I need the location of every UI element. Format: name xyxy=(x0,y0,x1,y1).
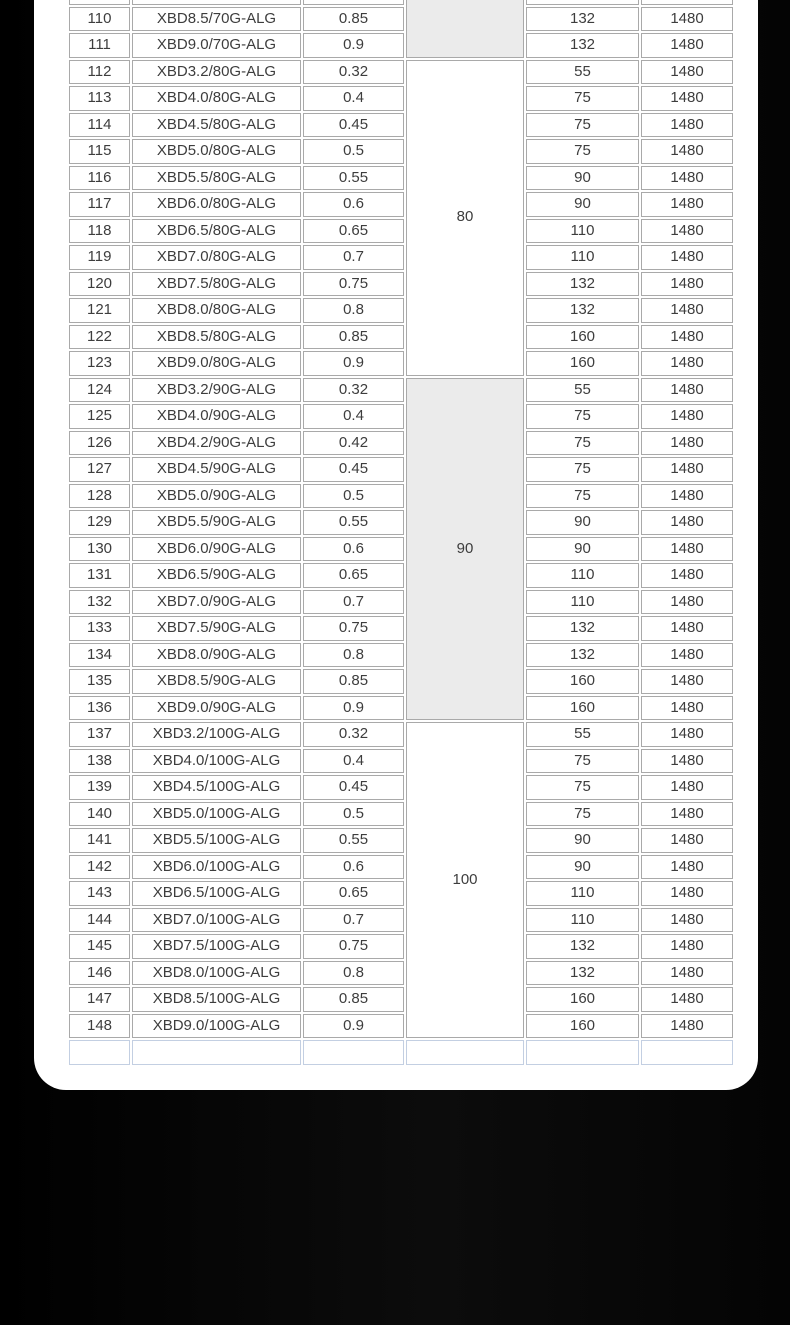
empty-footer-row xyxy=(69,1040,733,1065)
cell-model: XBD6.5/100G-ALG xyxy=(132,881,301,906)
cell-value: 0.8 xyxy=(303,643,404,668)
cell-speed: 1480 xyxy=(641,510,733,535)
cell-model: XBD3.2/80G-ALG xyxy=(132,60,301,85)
cell-power: 75 xyxy=(526,484,639,509)
cell-value: 0.4 xyxy=(303,86,404,111)
cell-speed: 1480 xyxy=(641,351,733,376)
cell-speed: 1480 xyxy=(641,908,733,933)
cell-index: 145 xyxy=(69,934,130,959)
cell-speed: 1480 xyxy=(641,33,733,58)
cell-power: 132 xyxy=(526,961,639,986)
table-row xyxy=(69,431,733,456)
cell-index: 142 xyxy=(69,855,130,880)
cell-value: 0.65 xyxy=(303,881,404,906)
cell-value: 0.75 xyxy=(303,272,404,297)
cell-power: 90 xyxy=(526,537,639,562)
cell-power: 160 xyxy=(526,325,639,350)
cell-model: XBD8.0/90G-ALG xyxy=(132,643,301,668)
cell-index: 114 xyxy=(69,113,130,138)
cell-model: XBD7.0/90G-ALG xyxy=(132,590,301,615)
cell-value: 0.5 xyxy=(303,139,404,164)
cell-value: 0.5 xyxy=(303,484,404,509)
cell-value: 0.45 xyxy=(303,113,404,138)
cell-value: 0.6 xyxy=(303,855,404,880)
table-row xyxy=(69,590,733,615)
cell-index: 116 xyxy=(69,166,130,191)
cell-index: 118 xyxy=(69,219,130,244)
cell-speed: 1480 xyxy=(641,537,733,562)
cell-index: 146 xyxy=(69,961,130,986)
cell-power: 160 xyxy=(526,987,639,1012)
cell-speed: 1480 xyxy=(641,563,733,588)
cell-index: 137 xyxy=(69,722,130,747)
cell-index: 120 xyxy=(69,272,130,297)
table-row xyxy=(69,1014,733,1039)
cell-speed: 1480 xyxy=(641,987,733,1012)
cell-value: 0.6 xyxy=(303,537,404,562)
cell-value: 0.5 xyxy=(303,802,404,827)
cell-speed: 1480 xyxy=(641,325,733,350)
table-row xyxy=(69,33,733,58)
cell-speed: 1480 xyxy=(641,457,733,482)
cell-speed: 1480 xyxy=(641,616,733,641)
cell-speed: 1480 xyxy=(641,696,733,721)
cell-power: 132 xyxy=(526,298,639,323)
table-row xyxy=(69,298,733,323)
cell-model: XBD5.0/90G-ALG xyxy=(132,484,301,509)
cell-value: 0.55 xyxy=(303,828,404,853)
cell-index: 144 xyxy=(69,908,130,933)
cell-index: 132 xyxy=(69,590,130,615)
cell-value: 0.9 xyxy=(303,696,404,721)
cell-value: 0.4 xyxy=(303,749,404,774)
cell-value: 0.85 xyxy=(303,325,404,350)
cell-index: 125 xyxy=(69,404,130,429)
cell-index: 136 xyxy=(69,696,130,721)
cell-speed: 1480 xyxy=(641,219,733,244)
cell-value: 0.75 xyxy=(303,934,404,959)
cell-value: 0.7 xyxy=(303,590,404,615)
cell-group-label: 90 xyxy=(406,378,524,721)
table-row xyxy=(69,934,733,959)
cell-power: 160 xyxy=(526,1014,639,1039)
cell-index: 127 xyxy=(69,457,130,482)
cell-model: XBD6.5/80G-ALG xyxy=(132,219,301,244)
cell-speed: 1480 xyxy=(641,775,733,800)
cell-value: 0.32 xyxy=(303,722,404,747)
cell-power: 55 xyxy=(526,378,639,403)
cell-power: 75 xyxy=(526,404,639,429)
cell-model: XBD4.0/80G-ALG xyxy=(132,86,301,111)
spec-table-body xyxy=(69,0,733,1065)
cell-index: 140 xyxy=(69,802,130,827)
table-row xyxy=(69,643,733,668)
table-row xyxy=(69,7,733,32)
cell-model: XBD8.5/90G-ALG xyxy=(132,669,301,694)
cell-value: 0.85 xyxy=(303,7,404,32)
cell-speed: 1480 xyxy=(641,643,733,668)
footer-cell xyxy=(132,1040,301,1065)
cell-model: XBD6.0/80G-ALG xyxy=(132,192,301,217)
cell-model: XBD8.0/80G-ALG xyxy=(132,298,301,323)
cell-model: XBD7.0/100G-ALG xyxy=(132,908,301,933)
cell-speed: 1480 xyxy=(641,961,733,986)
cell-value: 0.32 xyxy=(303,378,404,403)
cell-value: 0.7 xyxy=(303,245,404,270)
footer-cell xyxy=(69,1040,130,1065)
cell-value: 0.7 xyxy=(303,908,404,933)
cell-model: XBD7.5/80G-ALG xyxy=(132,272,301,297)
cell-model: XBD6.0/90G-ALG xyxy=(132,537,301,562)
cell-power: 132 xyxy=(526,643,639,668)
cell-value: 0.65 xyxy=(303,219,404,244)
footer-cell xyxy=(406,1040,524,1065)
cell-value: 0.6 xyxy=(303,192,404,217)
cell-power: 90 xyxy=(526,166,639,191)
cell-speed: 1480 xyxy=(641,272,733,297)
cell-model: XBD8.5/100G-ALG xyxy=(132,987,301,1012)
cell-model: XBD3.2/100G-ALG xyxy=(132,722,301,747)
table-row xyxy=(69,696,733,721)
cell-index: 112 xyxy=(69,60,130,85)
footer-cell xyxy=(303,1040,404,1065)
cell-index: 130 xyxy=(69,537,130,562)
cell-value: 0.85 xyxy=(303,987,404,1012)
cell-speed: 1480 xyxy=(641,802,733,827)
cell-speed: 1480 xyxy=(641,60,733,85)
cell-power: 75 xyxy=(526,431,639,456)
cell-power: 75 xyxy=(526,749,639,774)
table-row xyxy=(69,749,733,774)
cell-index xyxy=(69,0,130,5)
cell-power: 110 xyxy=(526,590,639,615)
cell-power: 132 xyxy=(526,616,639,641)
cell-model xyxy=(132,0,301,5)
cell-index: 139 xyxy=(69,775,130,800)
cell-group-label: 100 xyxy=(406,722,524,1038)
cell-speed: 1480 xyxy=(641,245,733,270)
cell-model: XBD9.0/80G-ALG xyxy=(132,351,301,376)
cell-value: 0.9 xyxy=(303,351,404,376)
table-row xyxy=(69,60,733,85)
table-row xyxy=(69,987,733,1012)
cell-index: 126 xyxy=(69,431,130,456)
cell-power: 75 xyxy=(526,775,639,800)
table-row xyxy=(69,457,733,482)
table-row xyxy=(69,139,733,164)
cell-model: XBD9.0/70G-ALG xyxy=(132,33,301,58)
product-spec-card xyxy=(34,0,758,1090)
cell-model: XBD8.5/80G-ALG xyxy=(132,325,301,350)
table-row xyxy=(69,484,733,509)
cell-power: 110 xyxy=(526,219,639,244)
cell-speed: 1480 xyxy=(641,590,733,615)
cell-speed: 1480 xyxy=(641,484,733,509)
cell-model: XBD6.0/100G-ALG xyxy=(132,855,301,880)
cell-model: XBD9.0/100G-ALG xyxy=(132,1014,301,1039)
cell-power: 160 xyxy=(526,669,639,694)
table-row xyxy=(69,113,733,138)
cell-power: 132 xyxy=(526,934,639,959)
cell-value: 0.32 xyxy=(303,60,404,85)
cell-index: 135 xyxy=(69,669,130,694)
cell-speed: 1480 xyxy=(641,378,733,403)
table-row xyxy=(69,775,733,800)
cell-power: 75 xyxy=(526,457,639,482)
table-row xyxy=(69,0,733,5)
table-row xyxy=(69,166,733,191)
cell-speed: 1480 xyxy=(641,828,733,853)
table-row xyxy=(69,378,733,403)
cell-speed: 1480 xyxy=(641,1014,733,1039)
cell-value: 0.75 xyxy=(303,616,404,641)
cell-power: 160 xyxy=(526,696,639,721)
table-row xyxy=(69,908,733,933)
cell-index: 121 xyxy=(69,298,130,323)
cell-model: XBD4.0/90G-ALG xyxy=(132,404,301,429)
cell-index: 133 xyxy=(69,616,130,641)
table-row xyxy=(69,219,733,244)
cell-value: 0.8 xyxy=(303,298,404,323)
cell-model: XBD7.5/100G-ALG xyxy=(132,934,301,959)
cell-index: 117 xyxy=(69,192,130,217)
cell-power: 90 xyxy=(526,828,639,853)
cell-power: 160 xyxy=(526,351,639,376)
cell-speed: 1480 xyxy=(641,431,733,456)
table-row xyxy=(69,404,733,429)
cell-value: 0.4 xyxy=(303,404,404,429)
table-row xyxy=(69,351,733,376)
cell-speed: 1480 xyxy=(641,139,733,164)
cell-value: 0.55 xyxy=(303,166,404,191)
table-row xyxy=(69,245,733,270)
cell-index: 115 xyxy=(69,139,130,164)
cell-index: 122 xyxy=(69,325,130,350)
cell-model: XBD4.5/100G-ALG xyxy=(132,775,301,800)
cell-model: XBD5.5/80G-ALG xyxy=(132,166,301,191)
cell-power: 132 xyxy=(526,33,639,58)
cell-power: 110 xyxy=(526,563,639,588)
cell-speed: 1480 xyxy=(641,669,733,694)
spec-table-container xyxy=(67,0,737,1066)
cell-power: 75 xyxy=(526,113,639,138)
cell-value: 0.9 xyxy=(303,1014,404,1039)
cell-model: XBD3.2/90G-ALG xyxy=(132,378,301,403)
cell-value: 0.8 xyxy=(303,961,404,986)
cell-model: XBD5.5/100G-ALG xyxy=(132,828,301,853)
cell-speed: 1480 xyxy=(641,404,733,429)
cell-speed: 1480 xyxy=(641,7,733,32)
cell-group-label: 80 xyxy=(406,60,524,376)
cell-model: XBD9.0/90G-ALG xyxy=(132,696,301,721)
cell-value: 0.9 xyxy=(303,33,404,58)
table-row xyxy=(69,961,733,986)
table-row xyxy=(69,510,733,535)
cell-model: XBD7.5/90G-ALG xyxy=(132,616,301,641)
table-row xyxy=(69,881,733,906)
cell-power xyxy=(526,0,639,5)
cell-index: 123 xyxy=(69,351,130,376)
cell-index: 110 xyxy=(69,7,130,32)
cell-speed: 1480 xyxy=(641,934,733,959)
cell-value: 0.42 xyxy=(303,431,404,456)
table-row xyxy=(69,537,733,562)
cell-index: 131 xyxy=(69,563,130,588)
cell-index: 113 xyxy=(69,86,130,111)
cell-index: 148 xyxy=(69,1014,130,1039)
cell-model: XBD8.0/100G-ALG xyxy=(132,961,301,986)
table-row xyxy=(69,563,733,588)
table-row xyxy=(69,722,733,747)
cell-model: XBD5.0/100G-ALG xyxy=(132,802,301,827)
footer-cell xyxy=(641,1040,733,1065)
cell-power: 55 xyxy=(526,60,639,85)
cell-speed: 1480 xyxy=(641,722,733,747)
cell-index: 134 xyxy=(69,643,130,668)
cell-index: 138 xyxy=(69,749,130,774)
cell-model: XBD4.5/80G-ALG xyxy=(132,113,301,138)
cell-speed: 1480 xyxy=(641,113,733,138)
table-row xyxy=(69,192,733,217)
cell-power: 75 xyxy=(526,802,639,827)
table-row xyxy=(69,855,733,880)
cell-power: 132 xyxy=(526,272,639,297)
cell-value: 0.45 xyxy=(303,775,404,800)
spec-table xyxy=(67,0,735,1066)
cell-power: 110 xyxy=(526,908,639,933)
cell-power: 90 xyxy=(526,855,639,880)
cell-model: XBD5.5/90G-ALG xyxy=(132,510,301,535)
table-row xyxy=(69,802,733,827)
cell-index: 128 xyxy=(69,484,130,509)
cell-model: XBD4.0/100G-ALG xyxy=(132,749,301,774)
cell-model: XBD6.5/90G-ALG xyxy=(132,563,301,588)
cell-index: 143 xyxy=(69,881,130,906)
table-row xyxy=(69,86,733,111)
cell-index: 119 xyxy=(69,245,130,270)
cell-value: 0.55 xyxy=(303,510,404,535)
cell-value: 0.85 xyxy=(303,669,404,694)
table-row xyxy=(69,828,733,853)
table-row xyxy=(69,616,733,641)
cell-power: 90 xyxy=(526,510,639,535)
cell-model: XBD7.0/80G-ALG xyxy=(132,245,301,270)
cell-index: 147 xyxy=(69,987,130,1012)
cell-index: 111 xyxy=(69,33,130,58)
cell-value: 0.45 xyxy=(303,457,404,482)
cell-group-label xyxy=(406,0,524,58)
cell-speed: 1480 xyxy=(641,298,733,323)
cell-model: XBD4.5/90G-ALG xyxy=(132,457,301,482)
cell-speed: 1480 xyxy=(641,881,733,906)
footer-cell xyxy=(526,1040,639,1065)
cell-index: 141 xyxy=(69,828,130,853)
cell-speed: 1480 xyxy=(641,166,733,191)
cell-speed: 1480 xyxy=(641,749,733,774)
cell-index: 129 xyxy=(69,510,130,535)
cell-power: 90 xyxy=(526,192,639,217)
cell-speed: 1480 xyxy=(641,855,733,880)
cell-power: 110 xyxy=(526,245,639,270)
cell-model: XBD5.0/80G-ALG xyxy=(132,139,301,164)
cell-value xyxy=(303,0,404,5)
cell-power: 75 xyxy=(526,139,639,164)
cell-speed: 1480 xyxy=(641,86,733,111)
cell-power: 75 xyxy=(526,86,639,111)
cell-speed xyxy=(641,0,733,5)
table-row xyxy=(69,669,733,694)
cell-model: XBD4.2/90G-ALG xyxy=(132,431,301,456)
cell-index: 124 xyxy=(69,378,130,403)
cell-value: 0.65 xyxy=(303,563,404,588)
cell-power: 132 xyxy=(526,7,639,32)
table-row xyxy=(69,272,733,297)
table-row xyxy=(69,325,733,350)
cell-power: 55 xyxy=(526,722,639,747)
cell-power: 110 xyxy=(526,881,639,906)
cell-speed: 1480 xyxy=(641,192,733,217)
cell-model: XBD8.5/70G-ALG xyxy=(132,7,301,32)
